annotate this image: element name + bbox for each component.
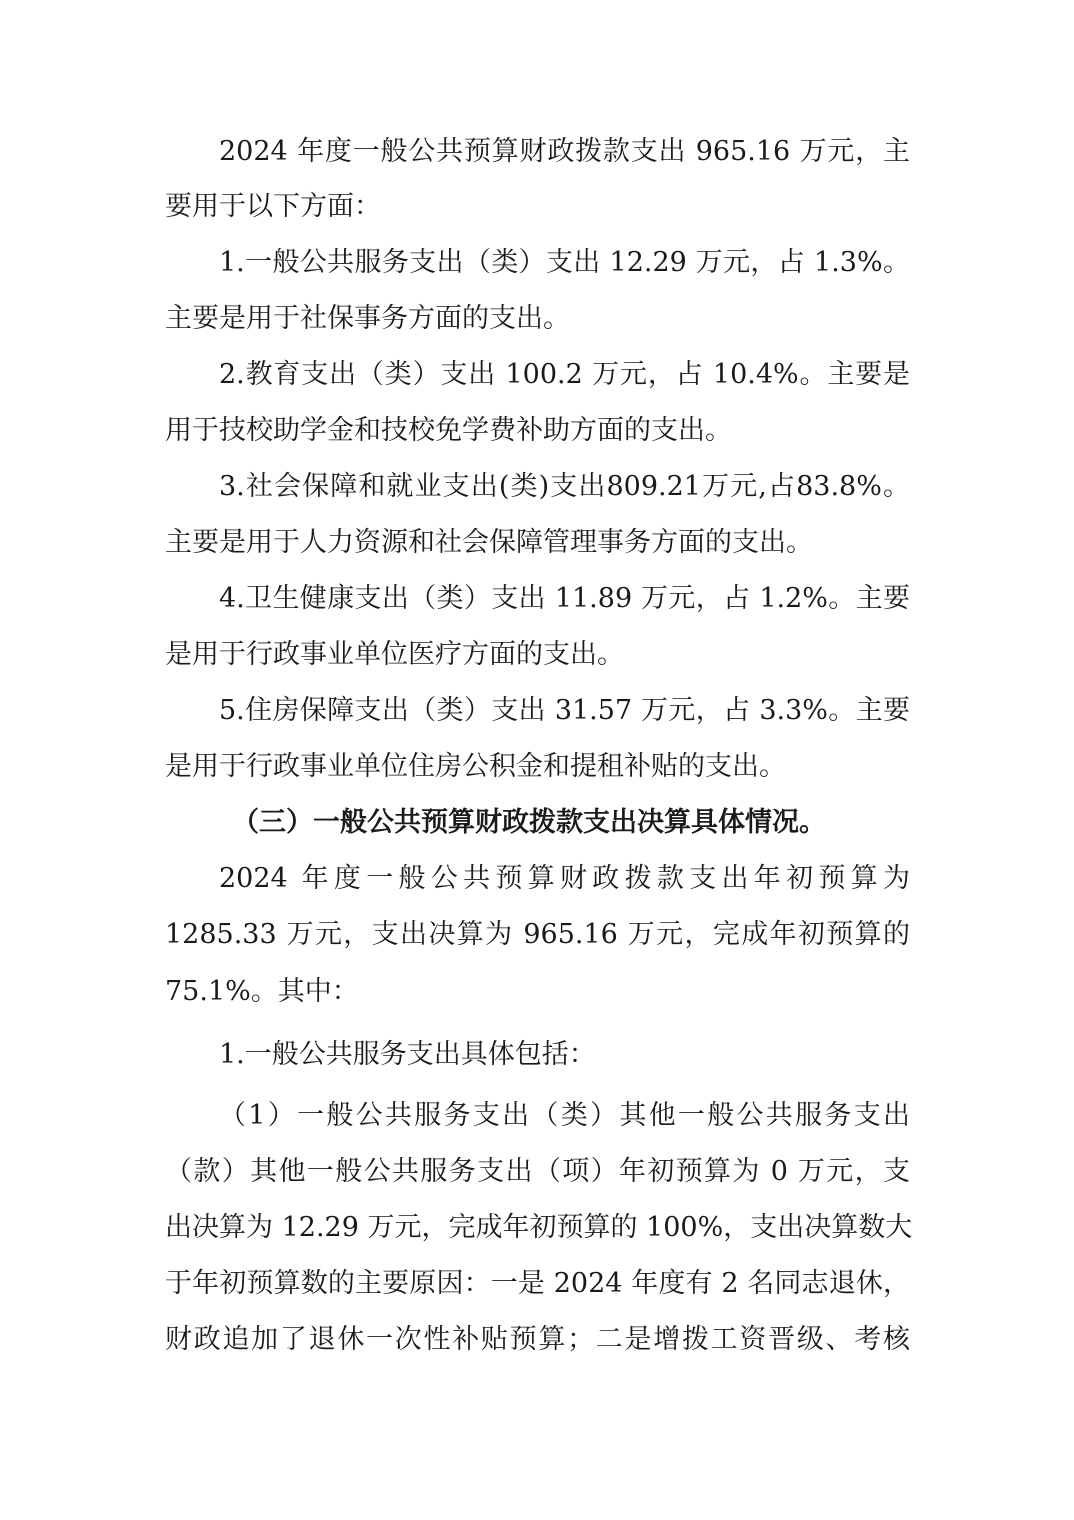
list-item-line: 主要是用于社保事务方面的支出。 bbox=[165, 303, 570, 334]
list-item-line: 5.住房保障支出（类）支出 31.57 万元，占 3.3%。主要 bbox=[219, 695, 910, 726]
paragraph-line: 75.1%。其中： bbox=[165, 976, 359, 1007]
list-item-line: 是用于行政事业单位住房公积金和提租补贴的支出。 bbox=[165, 751, 786, 782]
list-item-line: 3.社会保障和就业支出(类)支出809.21万元,占83.8%。 bbox=[219, 471, 910, 502]
list-item-line: 2.教育支出（类）支出 100.2 万元，占 10.4%。主要是 bbox=[219, 359, 910, 390]
list-item-line: 4.卫生健康支出（类）支出 11.89 万元，占 1.2%。主要 bbox=[219, 583, 910, 614]
paragraph-line: 2024 年度一般公共预算财政拨款支出年初预算为 bbox=[219, 863, 910, 894]
list-item-line: 主要是用于人力资源和社会保障管理事务方面的支出。 bbox=[165, 527, 813, 558]
paragraph-line: 于年初预算数的主要原因：一是 2024 年度有 2 名同志退休， bbox=[165, 1268, 910, 1299]
paragraph-line: 1285.33 万元，支出决算为 965.16 万元，完成年初预算的 bbox=[165, 919, 910, 950]
paragraph-line: 2024 年度一般公共预算财政拨款支出 965.16 万元，主 bbox=[219, 136, 910, 167]
paragraph-line: 出决算为 12.29 万元，完成年初预算的 100%，支出决算数大 bbox=[165, 1212, 913, 1243]
paragraph-line: （款）其他一般公共服务支出（项）年初预算为 0 万元，支 bbox=[165, 1156, 910, 1187]
section-heading: （三）一般公共预算财政拨款支出决算具体情况。 bbox=[232, 807, 826, 838]
paragraph-line: 财政追加了退休一次性补贴预算；二是增拨工资晋级、考核 bbox=[165, 1324, 910, 1355]
list-item-line: 用于技校助学金和技校免学费补助方面的支出。 bbox=[165, 415, 732, 446]
paragraph-line: 要用于以下方面： bbox=[165, 191, 381, 222]
list-item-line: 是用于行政事业单位医疗方面的支出。 bbox=[165, 639, 624, 670]
paragraph-line: （1）一般公共服务支出（类）其他一般公共服务支出 bbox=[219, 1100, 910, 1131]
list-item-line: 1.一般公共服务支出（类）支出 12.29 万元，占 1.3%。 bbox=[219, 247, 910, 278]
subsection-title: 1.一般公共服务支出具体包括： bbox=[219, 1039, 596, 1070]
